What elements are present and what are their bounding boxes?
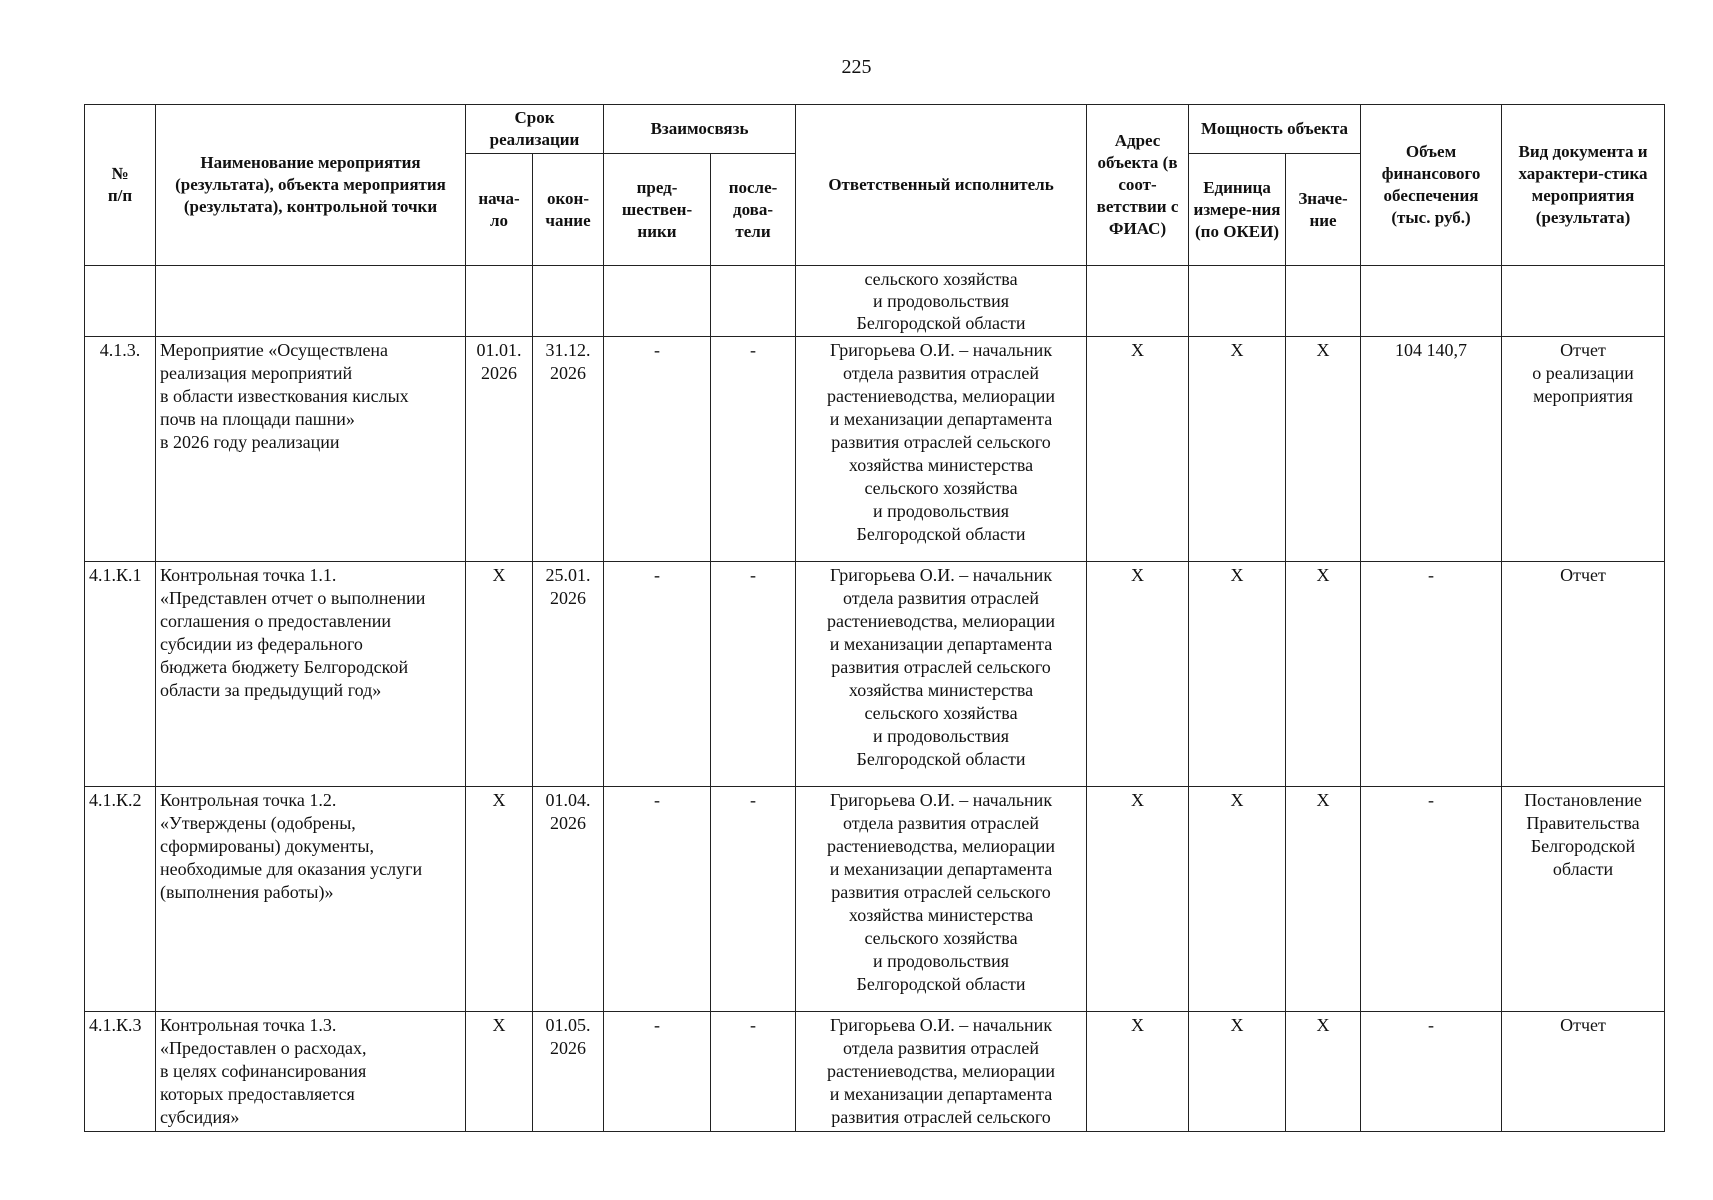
cell-address: X [1087,787,1189,1012]
cell-next: - [711,337,796,562]
cell-unit: X [1189,1012,1286,1132]
cell-empty [466,266,533,337]
cell-value: X [1286,787,1361,1012]
cell-empty [1361,266,1502,337]
cell-start: X [466,787,533,1012]
table-row [85,562,1665,787]
cell-doc: Отчет [1502,1012,1665,1132]
cell-doc: Отчет о реализации мероприятия [1502,337,1665,562]
header-cap-unit: Единица измере-ния (по ОКЕИ) [1189,154,1286,266]
cell-next: - [711,1012,796,1132]
cell-next: - [711,787,796,1012]
table-row [85,337,1665,562]
table-row [85,787,1665,1012]
cell-executor: Григорьева О.И. – начальник отдела развития отраслей растениеводства, мелиорации и механизации департамента развития отраслей сельского хозяйства министерства сельского хозяйства и продовольствия Белгородской области [796,787,1087,1012]
cell-address: X [1087,337,1189,562]
cell-num: 4.1.К.2 [85,787,156,1012]
cell-executor: Григорьева О.И. – начальник отдела развития отраслей растениеводства, мелиорации и механизации департамента развития отраслей сельского [796,1012,1087,1132]
table-body [85,266,1665,1132]
cell-unit: X [1189,787,1286,1012]
header-term-end: окон- чание [533,154,604,266]
cell-empty [604,266,711,337]
page-number: 225 [841,56,872,78]
cell-executor: Григорьева О.И. – начальник отдела развития отраслей растениеводства, мелиорации и механизации департамента развития отраслей сельского хозяйства министерства сельского хозяйства и продовольствия Белгородской области [796,562,1087,787]
cell-end: 01.05. 2026 [533,1012,604,1132]
cell-finance: - [1361,1012,1502,1132]
cell-name: Контрольная точка 1.2. «Утверждены (одобрены, сформированы) документы, необходимые для оказания услуги (выполнения работы)» [156,787,466,1012]
cell-num: 4.1.К.1 [85,562,156,787]
header-num: № п/п [85,105,156,266]
cell-finance: - [1361,787,1502,1012]
cell-num: 4.1.3. [85,337,156,562]
cell-doc: Постановление Правительства Белгородской области [1502,787,1665,1012]
cell-finance: 104 140,7 [1361,337,1502,562]
cell-name: Контрольная точка 1.1. «Представлен отчет о выполнении соглашения о предоставлении субсидии из федерального бюджета бюджету Белгородской области за предыдущий год» [156,562,466,787]
cell-start: X [466,1012,533,1132]
header-term: Срок реализации [466,105,604,154]
cell-empty [1286,266,1361,337]
cell-empty [1189,266,1286,337]
cell-address: X [1087,1012,1189,1132]
cell-finance: - [1361,562,1502,787]
header-name: Наименование мероприятия (результата), объекта мероприятия (результата), контрольной точки [156,105,466,266]
cell-value: X [1286,562,1361,787]
cell-prev: - [604,337,711,562]
cell-empty [85,266,156,337]
header-relation: Взаимосвязь [604,105,796,154]
cell-unit: X [1189,562,1286,787]
cell-name: Контрольная точка 1.3. «Предоставлен о расходах, в целях софинансирования которых предоставляется субсидия» [156,1012,466,1132]
cell-unit: X [1189,337,1286,562]
header-executor: Ответственный исполнитель [796,105,1087,266]
header-doc: Вид документа и характери-стика мероприятия (результата) [1502,105,1665,266]
cell-end: 25.01. 2026 [533,562,604,787]
cell-prev: - [604,1012,711,1132]
header-term-start: нача- ло [466,154,533,266]
table-row [85,1012,1665,1132]
header-rel-prev: пред- шествен- ники [604,154,711,266]
header-capacity: Мощность объекта [1189,105,1361,154]
cell-executor: сельского хозяйства и продовольствия Белгородской области [796,266,1087,337]
table-row-continuation [85,266,1665,337]
header-finance: Объем финансового обеспечения (тыс. руб.) [1361,105,1502,266]
cell-name: Мероприятие «Осуществлена реализация мероприятий в области известкования кислых почв на площади пашни» в 2026 году реализации [156,337,466,562]
cell-num: 4.1.К.3 [85,1012,156,1132]
cell-doc: Отчет [1502,562,1665,787]
action-plan-table [84,104,1665,1132]
cell-end: 01.04. 2026 [533,787,604,1012]
header-address: Адрес объекта (в соот-ветствии с ФИАС) [1087,105,1189,266]
cell-start: X [466,562,533,787]
cell-address: X [1087,562,1189,787]
table-header [85,105,1665,266]
cell-executor: Григорьева О.И. – начальник отдела развития отраслей растениеводства, мелиорации и механизации департамента развития отраслей сельского хозяйства министерства сельского хозяйства и продовольствия Белгородской области [796,337,1087,562]
cell-prev: - [604,562,711,787]
cell-next: - [711,562,796,787]
cell-empty [1087,266,1189,337]
cell-empty [1502,266,1665,337]
cell-empty [156,266,466,337]
cell-empty [711,266,796,337]
header-cap-value: Значе-ние [1286,154,1361,266]
cell-prev: - [604,787,711,1012]
cell-end: 31.12. 2026 [533,337,604,562]
cell-start: 01.01. 2026 [466,337,533,562]
header-rel-next: после- дова- тели [711,154,796,266]
cell-value: X [1286,337,1361,562]
cell-value: X [1286,1012,1361,1132]
cell-empty [533,266,604,337]
